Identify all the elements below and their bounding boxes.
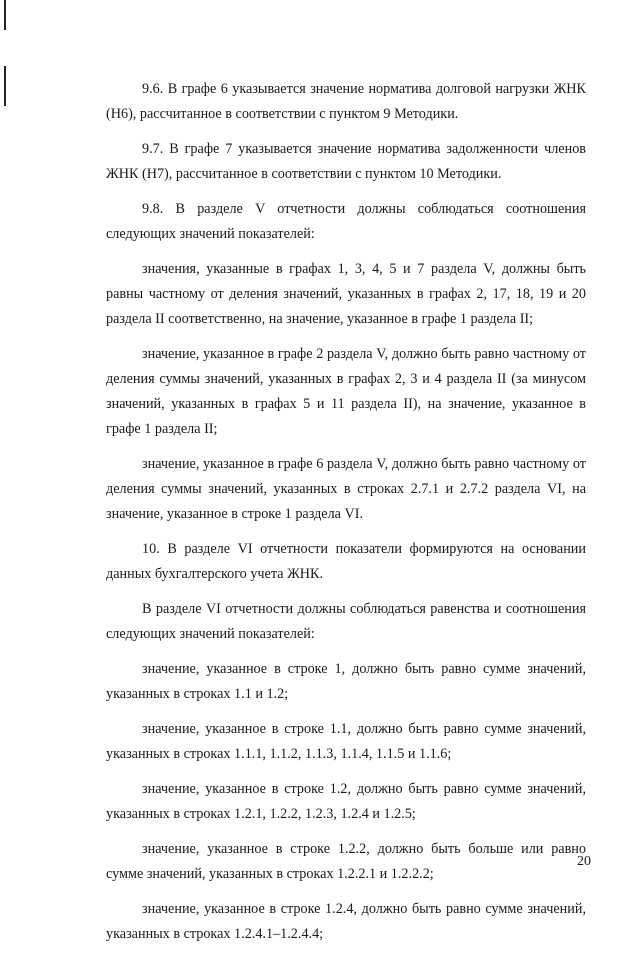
paragraph-9-8-rule-2: значение, указанное в графе 2 раздела V, должно быть равно частному от деления суммы значений, указанных в графах 2, 3 и 4 раздела II (за минусом значений, указанных в графах 5 и 11 раздела II), на значение, указанное в графе 1 раздела II; [106, 346, 586, 437]
paragraph-9-8-rule-1: значения, указанные в графах 1, 3, 4, 5 и 7 раздела V, должны быть равны частному от деления значений, указанных в графах 2, 17, 18, 19 и 20 раздела II соответственно, на значение, указанное в графе 1 раздела II; [106, 261, 586, 327]
paragraph-9-7: 9.7. В графе 7 указывается значение норматива задолженности членов ЖНК (Н7), рассчитанное в соответствии с пунктом 10 Методики. [106, 141, 586, 182]
paragraph-10-rule-4: значение, указанное в строке 1.2.2, должно быть больше или равно сумме значений, указанных в строках 1.2.2.1 и 1.2.2.2; [106, 841, 586, 882]
paragraph-10-rule-1: значение, указанное в строке 1, должно быть равно сумме значений, указанных в строках 1.1 и 1.2; [106, 661, 586, 702]
page-number: 20 [577, 854, 591, 869]
paragraph-10-rule-5: значение, указанное в строке 1.2.4, должно быть равно сумме значений, указанных в строках 1.2.4.1–1.2.4.4; [106, 901, 586, 942]
paragraph-9-6: 9.6. В графе 6 указывается значение норматива долговой нагрузки ЖНК (Н6), рассчитанное в соответствии с пунктом 9 Методики. [106, 81, 586, 122]
scan-edge-mark [4, 66, 6, 106]
paragraph-10-rule-2: значение, указанное в строке 1.1, должно быть равно сумме значений, указанных в строках 1.1.1, 1.1.2, 1.1.3, 1.1.4, 1.1.5 и 1.1.6; [106, 721, 586, 762]
paragraph-9-8-rule-3: значение, указанное в графе 6 раздела V, должно быть равно частному от деления суммы значений, указанных в строках 2.7.1 и 2.7.2 раздела VI, на значение, указанное в строке 1 раздела VI. [106, 456, 586, 522]
paragraph-9-8: 9.8. В разделе V отчетности должны соблюдаться соотношения следующих значений показателей: [106, 201, 586, 242]
paragraph-10: 10. В разделе VI отчетности показатели формируются на основании данных бухгалтерского учета ЖНК. [106, 541, 586, 582]
paragraph-10-intro: В разделе VI отчетности должны соблюдаться равенства и соотношения следующих значений показателей: [106, 601, 586, 642]
document-body [106, 77, 586, 957]
paragraph-10-rule-3: значение, указанное в строке 1.2, должно быть равно сумме значений, указанных в строках 1.2.1, 1.2.2, 1.2.3, 1.2.4 и 1.2.5; [106, 781, 586, 822]
scan-edge-mark [4, 0, 6, 30]
